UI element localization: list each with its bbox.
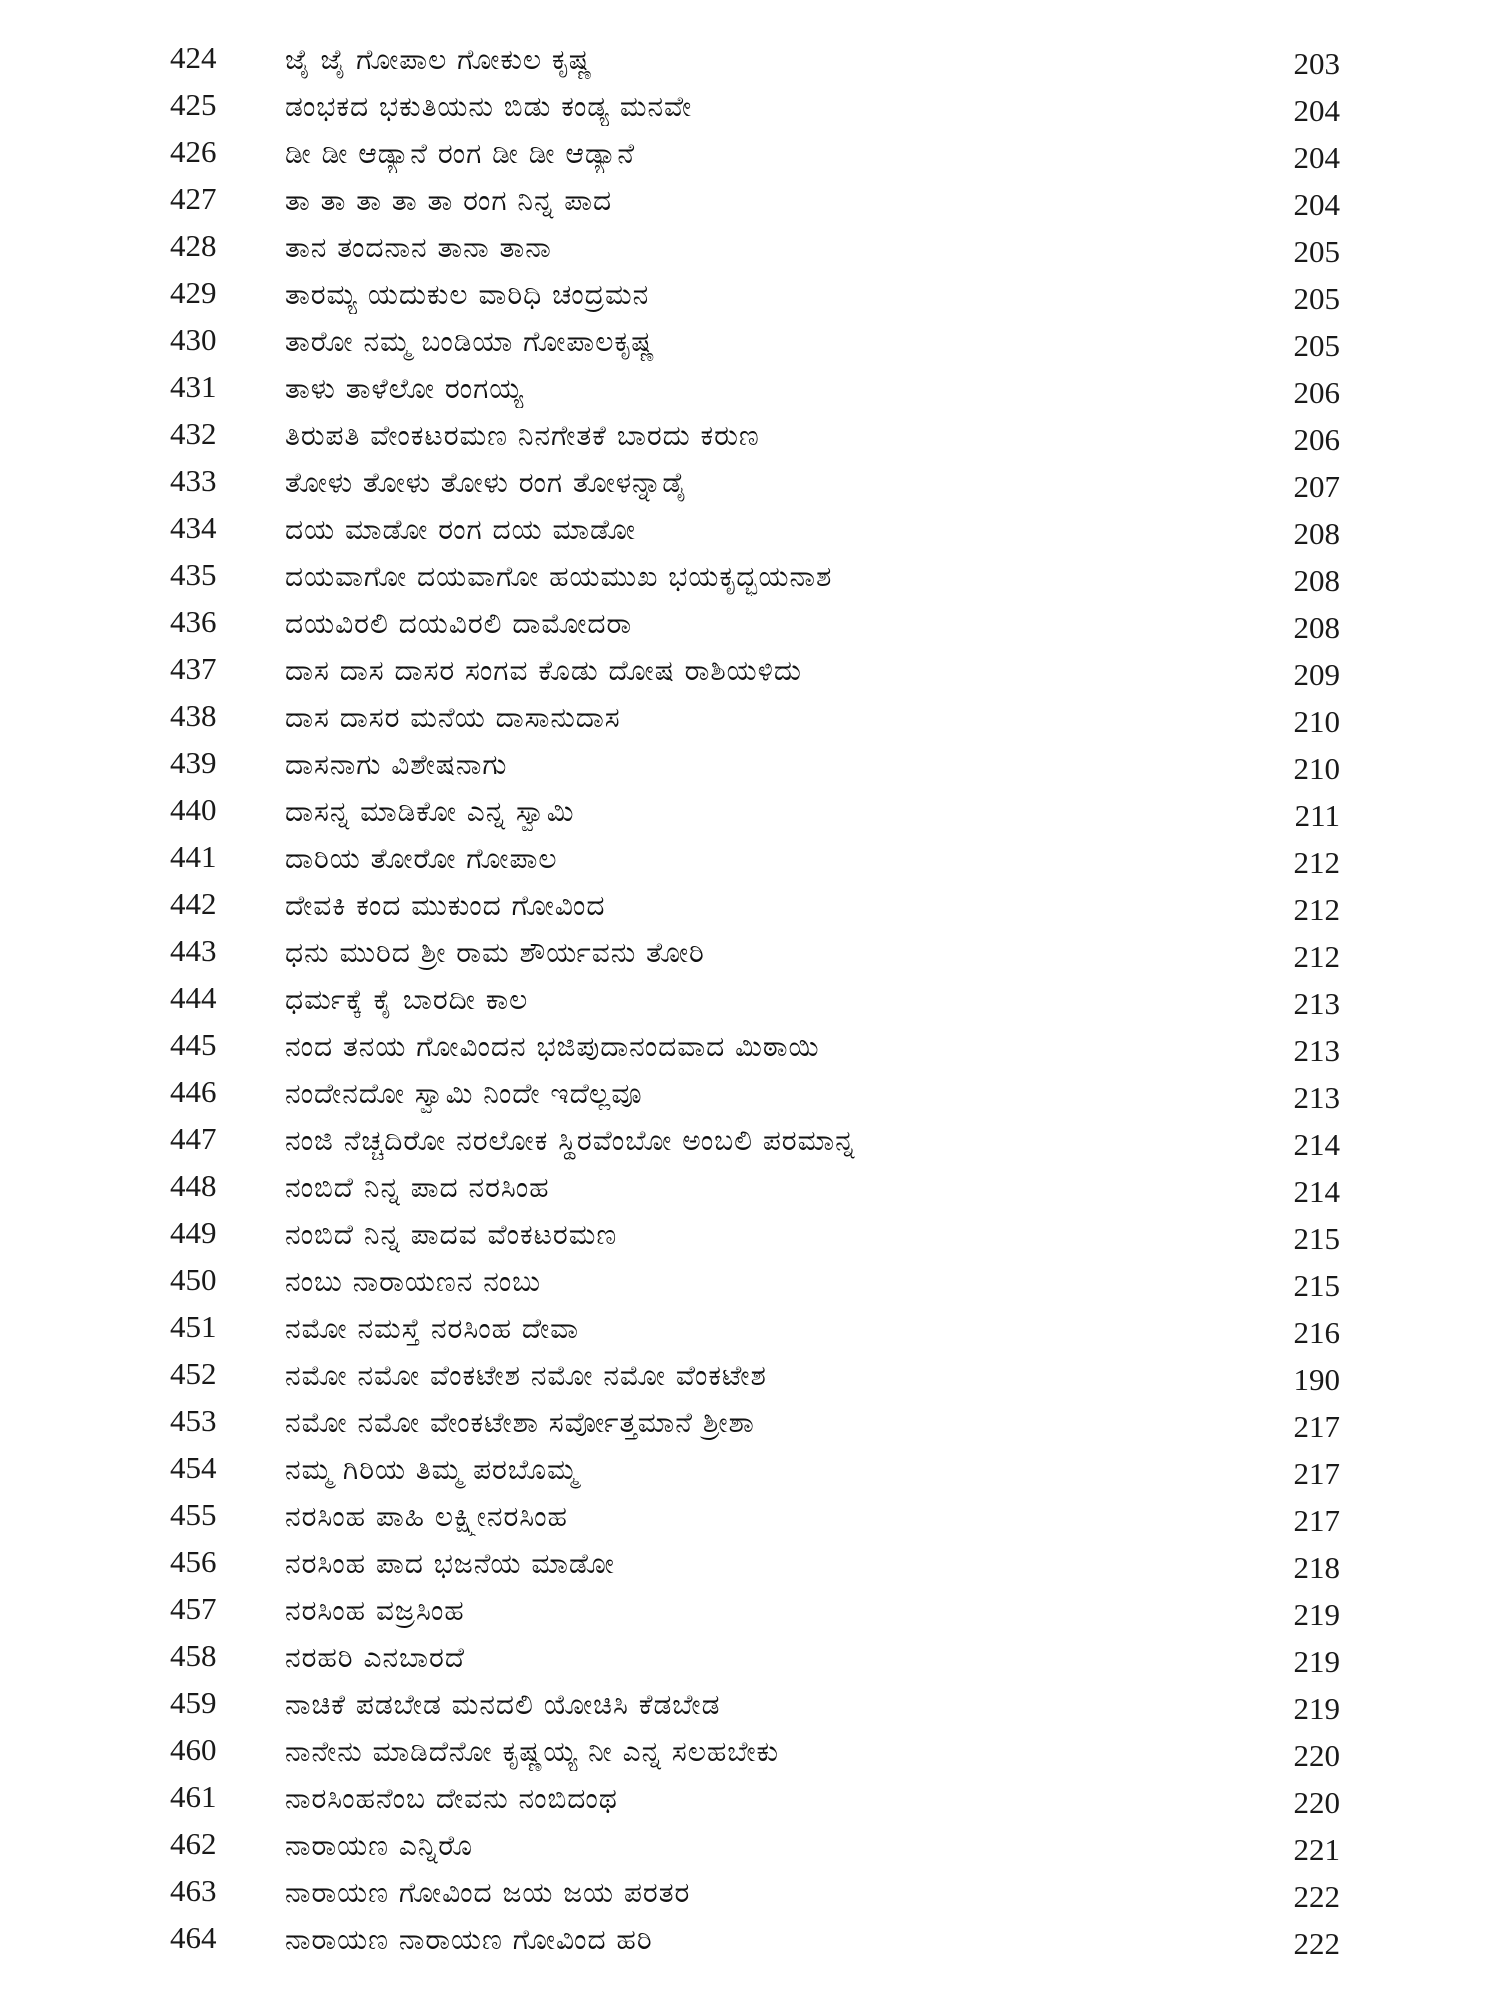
entry-title: ನಂಜಿ ನೆಚ್ಚದಿರೋ ನರಲೋಕ ಸ್ಥಿರವೆಂಬೋ ಅಂಬಲಿ ಪರಮಾನ್ನ — [285, 1124, 856, 1157]
entry-number: 462 — [170, 1826, 217, 1861]
entry-number: 443 — [170, 933, 217, 968]
entry-title: ನಮೋ ನಮಸ್ತೆ ನರಸಿಂಹ ದೇವಾ — [285, 1312, 580, 1345]
entry-number: 461 — [170, 1779, 217, 1814]
entry-number: 458 — [170, 1638, 217, 1673]
index-entry — [0, 1445, 1500, 1492]
index-entry — [0, 1022, 1500, 1069]
entry-title: ಡಂಭಕದ ಭಕುತಿಯನು ಬಿಡು ಕಂಡ್ಯ ಮನವೇ — [285, 90, 693, 123]
entry-title: ದಾಸನ್ನ ಮಾಡಿಕೋ ಎನ್ನ ಸ್ವಾಮಿ — [285, 795, 575, 828]
index-entry — [0, 223, 1500, 270]
entry-number: 457 — [170, 1591, 217, 1626]
entry-title: ತಾರೋ ನಮ್ಮ ಬಂಡಿಯಾ ಗೋಪಾಲಕೃಷ್ಣ — [285, 325, 656, 358]
entry-number: 431 — [170, 369, 217, 404]
entry-number: 459 — [170, 1685, 217, 1720]
index-entry — [0, 1398, 1500, 1445]
index-entry — [0, 1069, 1500, 1116]
entry-page-number: 214 — [1293, 1174, 1340, 1209]
entry-title: ನರಹರಿ ಎನಬಾರದೆ — [285, 1641, 466, 1674]
index-entry — [0, 1586, 1500, 1633]
entry-page-number: 210 — [1293, 751, 1340, 786]
index-entry — [0, 1774, 1500, 1821]
index-entry — [0, 975, 1500, 1022]
entry-number: 460 — [170, 1732, 217, 1767]
entry-title: ದಾರಿಯ ತೋರೋ ಗೋಪಾಲ — [285, 842, 558, 875]
entry-title: ಜೈ ಜೈ ಗೋಪಾಲ ಗೋಕುಲ ಕೃಷ್ಣ — [285, 43, 593, 76]
entry-page-number: 219 — [1293, 1597, 1340, 1632]
entry-page-number: 215 — [1293, 1268, 1340, 1303]
entry-title: ನಾನೇನು ಮಾಡಿದೆನೋ ಕೃಷ್ಣಯ್ಯ ನೀ ಎನ್ನ ಸಲಹಬೇಕು — [285, 1735, 780, 1768]
index-entry — [0, 881, 1500, 928]
index-entry — [0, 1304, 1500, 1351]
entry-title: ಡೀ ಡೀ ಆಡ್ಯಾನೆ ರಂಗ ಡೀ ಡೀ ಆಡ್ಯಾನೆ — [285, 137, 636, 170]
entry-page-number: 212 — [1293, 939, 1340, 974]
entry-number: 453 — [170, 1403, 217, 1438]
entry-title: ದಯವಾಗೋ ದಯವಾಗೋ ಹಯಮುಖ ಭಯಕೃದ್ಭಯನಾಶ — [285, 560, 833, 593]
entry-title: ನಮೋ ನಮೋ ವೆಂಕಟೇಶ ನಮೋ ನಮೋ ವೆಂಕಟೇಶ — [285, 1359, 767, 1392]
index-entry — [0, 1351, 1500, 1398]
entry-page-number: 207 — [1293, 469, 1340, 504]
entry-number: 442 — [170, 886, 217, 921]
entry-number: 446 — [170, 1074, 217, 1109]
entry-number: 451 — [170, 1309, 217, 1344]
entry-page-number: 213 — [1293, 986, 1340, 1021]
entry-number: 435 — [170, 557, 217, 592]
entry-title: ತಾ ತಾ ತಾ ತಾ ತಾ ರಂಗ ನಿನ್ನ ಪಾದ — [285, 184, 613, 217]
index-entry — [0, 1492, 1500, 1539]
entry-page-number: 220 — [1293, 1785, 1340, 1820]
entry-number: 424 — [170, 40, 217, 75]
entry-number: 448 — [170, 1168, 217, 1203]
index-entry — [0, 1210, 1500, 1257]
entry-number: 452 — [170, 1356, 217, 1391]
entry-title: ನರಸಿಂಹ ಪಾದ ಭಜನೆಯ ಮಾಡೋ — [285, 1547, 615, 1580]
entry-title: ನಾಚಿಕೆ ಪಡಬೇಡ ಮನದಲಿ ಯೋಚಿಸಿ ಕೆಡಬೇಡ — [285, 1688, 721, 1721]
entry-title: ನರಸಿಂಹ ಪಾಹಿ ಲಕ್ಷ್ಮೀನರಸಿಂಹ — [285, 1500, 568, 1533]
index-entry — [0, 928, 1500, 975]
index-entry — [0, 1116, 1500, 1163]
entry-title: ಧರ್ಮಕ್ಕೆ ಕೈ ಬಾರದೀ ಕಾಲ — [285, 983, 529, 1016]
entry-title: ತಾಳು ತಾಳೆಲೋ ರಂಗಯ್ಯ — [285, 372, 525, 405]
entry-page-number: 205 — [1293, 281, 1340, 316]
entry-number: 427 — [170, 181, 217, 216]
index-entry — [0, 1680, 1500, 1727]
index-entry — [0, 411, 1500, 458]
entry-number: 425 — [170, 87, 217, 122]
entry-title: ತಾರಮ್ಯ ಯದುಕುಲ ವಾರಿಧಿ ಚಂದ್ರಮನ — [285, 278, 650, 311]
entry-page-number: 216 — [1293, 1315, 1340, 1350]
index-entry — [0, 599, 1500, 646]
entry-page-number: 206 — [1293, 422, 1340, 457]
entry-number: 455 — [170, 1497, 217, 1532]
entry-number: 464 — [170, 1920, 217, 1955]
entry-number: 439 — [170, 745, 217, 780]
entry-page-number: 219 — [1293, 1644, 1340, 1679]
entry-title: ನಾರಾಯಣ ಎನ್ನಿರೊ — [285, 1829, 474, 1862]
index-entry — [0, 1539, 1500, 1586]
index-entry — [0, 1257, 1500, 1304]
entry-number: 463 — [170, 1873, 217, 1908]
index-entry — [0, 693, 1500, 740]
index-entry — [0, 834, 1500, 881]
entry-number: 441 — [170, 839, 217, 874]
entry-number: 445 — [170, 1027, 217, 1062]
entry-page-number: 209 — [1293, 657, 1340, 692]
entry-title: ದಾಸ ದಾಸ ದಾಸರ ಸಂಗವ ಕೊಡು ದೋಷ ರಾಶಿಯಳಿದು — [285, 654, 802, 687]
entry-title: ನಂಬಿದೆ ನಿನ್ನ ಪಾದವ ವೆಂಕಟರಮಣ — [285, 1218, 618, 1251]
entry-page-number: 204 — [1293, 93, 1340, 128]
entry-page-number: 204 — [1293, 187, 1340, 222]
entry-title: ದಯ ಮಾಡೋ ರಂಗ ದಯ ಮಾಡೋ — [285, 513, 636, 546]
index-entry — [0, 35, 1500, 82]
entry-title: ನಂಬಿದೆ ನಿನ್ನ ಪಾದ ನರಸಿಂಹ — [285, 1171, 550, 1204]
index-entry — [0, 1727, 1500, 1774]
entry-page-number: 212 — [1293, 845, 1340, 880]
index-entry — [0, 1868, 1500, 1915]
entry-number: 438 — [170, 698, 217, 733]
entry-number: 449 — [170, 1215, 217, 1250]
entry-number: 436 — [170, 604, 217, 639]
index-entry — [0, 176, 1500, 223]
entry-title: ನರಸಿಂಹ ವಜ್ರಸಿಂಹ — [285, 1594, 465, 1627]
index-entry — [0, 458, 1500, 505]
entry-title: ನಂಬು ನಾರಾಯಣನ ನಂಬು — [285, 1265, 542, 1298]
entry-page-number: 213 — [1293, 1033, 1340, 1068]
index-entry — [0, 740, 1500, 787]
entry-page-number: 221 — [1293, 1832, 1340, 1867]
entry-page-number: 212 — [1293, 892, 1340, 927]
entry-page-number: 220 — [1293, 1738, 1340, 1773]
entry-number: 440 — [170, 792, 217, 827]
entry-page-number: 217 — [1293, 1503, 1340, 1538]
entry-page-number: 217 — [1293, 1456, 1340, 1491]
entry-title: ನಮೋ ನಮೋ ವೇಂಕಟೇಶಾ ಸರ್ವೋತ್ತಮಾನೆ ಶ್ರೀಶಾ — [285, 1406, 755, 1439]
entry-title: ದಯವಿರಲಿ ದಯವಿರಲಿ ದಾಮೋದರಾ — [285, 607, 633, 640]
entry-title: ನಾರಾಯಣ ನಾರಾಯಣ ಗೋವಿಂದ ಹರಿ — [285, 1923, 653, 1956]
entry-number: 429 — [170, 275, 217, 310]
entry-title: ನಂದೇನದೋ ಸ್ವಾಮಿ ನಿಂದೇ ಇದೆಲ್ಲವೂ — [285, 1077, 643, 1110]
entry-title: ದಾಸ ದಾಸರ ಮನೆಯ ದಾಸಾನುದಾಸ — [285, 701, 621, 734]
entry-title: ನಮ್ಮ ಗಿರಿಯ ತಿಮ್ಮ ಪರಬೊಮ್ಮ — [285, 1453, 579, 1486]
entry-number: 454 — [170, 1450, 217, 1485]
entry-number: 434 — [170, 510, 217, 545]
entry-number: 432 — [170, 416, 217, 451]
index-entry — [0, 364, 1500, 411]
index-entry — [0, 787, 1500, 834]
entry-number: 437 — [170, 651, 217, 686]
entry-page-number: 214 — [1293, 1127, 1340, 1162]
entry-page-number: 222 — [1293, 1926, 1340, 1961]
entry-page-number: 205 — [1293, 328, 1340, 363]
entry-page-number: 203 — [1293, 46, 1340, 81]
entry-page-number: 204 — [1293, 140, 1340, 175]
index-entry — [0, 1633, 1500, 1680]
entry-page-number: 222 — [1293, 1879, 1340, 1914]
entry-number: 450 — [170, 1262, 217, 1297]
entry-number: 426 — [170, 134, 217, 169]
entry-number: 428 — [170, 228, 217, 263]
entry-page-number: 208 — [1293, 563, 1340, 598]
entry-page-number: 210 — [1293, 704, 1340, 739]
index-entry — [0, 552, 1500, 599]
entry-title: ದಾಸನಾಗು ವಿಶೇಷನಾಗು — [285, 748, 508, 781]
entry-number: 433 — [170, 463, 217, 498]
entry-page-number: 211 — [1294, 798, 1340, 833]
entry-title: ದೇವಕಿ ಕಂದ ಮುಕುಂದ ಗೋವಿಂದ — [285, 889, 606, 922]
entry-title: ನಾರಸಿಂಹನೆಂಬ ದೇವನು ನಂಬಿದಂಥ — [285, 1782, 618, 1815]
entry-title: ನಾರಾಯಣ ಗೋವಿಂದ ಜಯ ಜಯ ಪರತರ — [285, 1876, 691, 1909]
entry-page-number: 213 — [1293, 1080, 1340, 1115]
index-entry — [0, 270, 1500, 317]
entry-title: ತಾನ ತಂದನಾನ ತಾನಾ ತಾನಾ — [285, 231, 552, 264]
song-index-list — [0, 35, 1500, 1962]
entry-page-number: 217 — [1293, 1409, 1340, 1444]
index-entry — [0, 129, 1500, 176]
entry-page-number: 215 — [1293, 1221, 1340, 1256]
entry-title: ತೋಳು ತೋಳು ತೋಳು ರಂಗ ತೋಳನ್ನಾಡೈ — [285, 466, 687, 499]
entry-number: 447 — [170, 1121, 217, 1156]
entry-page-number: 218 — [1293, 1550, 1340, 1585]
index-entry — [0, 505, 1500, 552]
entry-title: ನಂದ ತನಯ ಗೋವಿಂದನ ಭಜಿಪುದಾನಂದವಾದ ಮಿಠಾಯಿ — [285, 1030, 820, 1063]
index-entry — [0, 317, 1500, 364]
index-entry — [0, 82, 1500, 129]
entry-title: ಧನು ಮುರಿದ ಶ್ರೀ ರಾಮ ಶೌರ್ಯವನು ತೋರಿ — [285, 936, 705, 969]
entry-page-number: 208 — [1293, 610, 1340, 645]
entry-title: ತಿರುಪತಿ ವೇಂಕಟರಮಣ ನಿನಗೇತಕೆ ಬಾರದು ಕರುಣ — [285, 419, 760, 452]
index-entry — [0, 646, 1500, 693]
index-entry — [0, 1163, 1500, 1210]
entry-number: 444 — [170, 980, 217, 1015]
entry-page-number: 208 — [1293, 516, 1340, 551]
entry-page-number: 219 — [1293, 1691, 1340, 1726]
entry-number: 456 — [170, 1544, 217, 1579]
entry-page-number: 206 — [1293, 375, 1340, 410]
entry-page-number: 190 — [1293, 1362, 1340, 1397]
entry-page-number: 205 — [1293, 234, 1340, 269]
index-entry — [0, 1821, 1500, 1868]
entry-number: 430 — [170, 322, 217, 357]
index-entry — [0, 1915, 1500, 1962]
